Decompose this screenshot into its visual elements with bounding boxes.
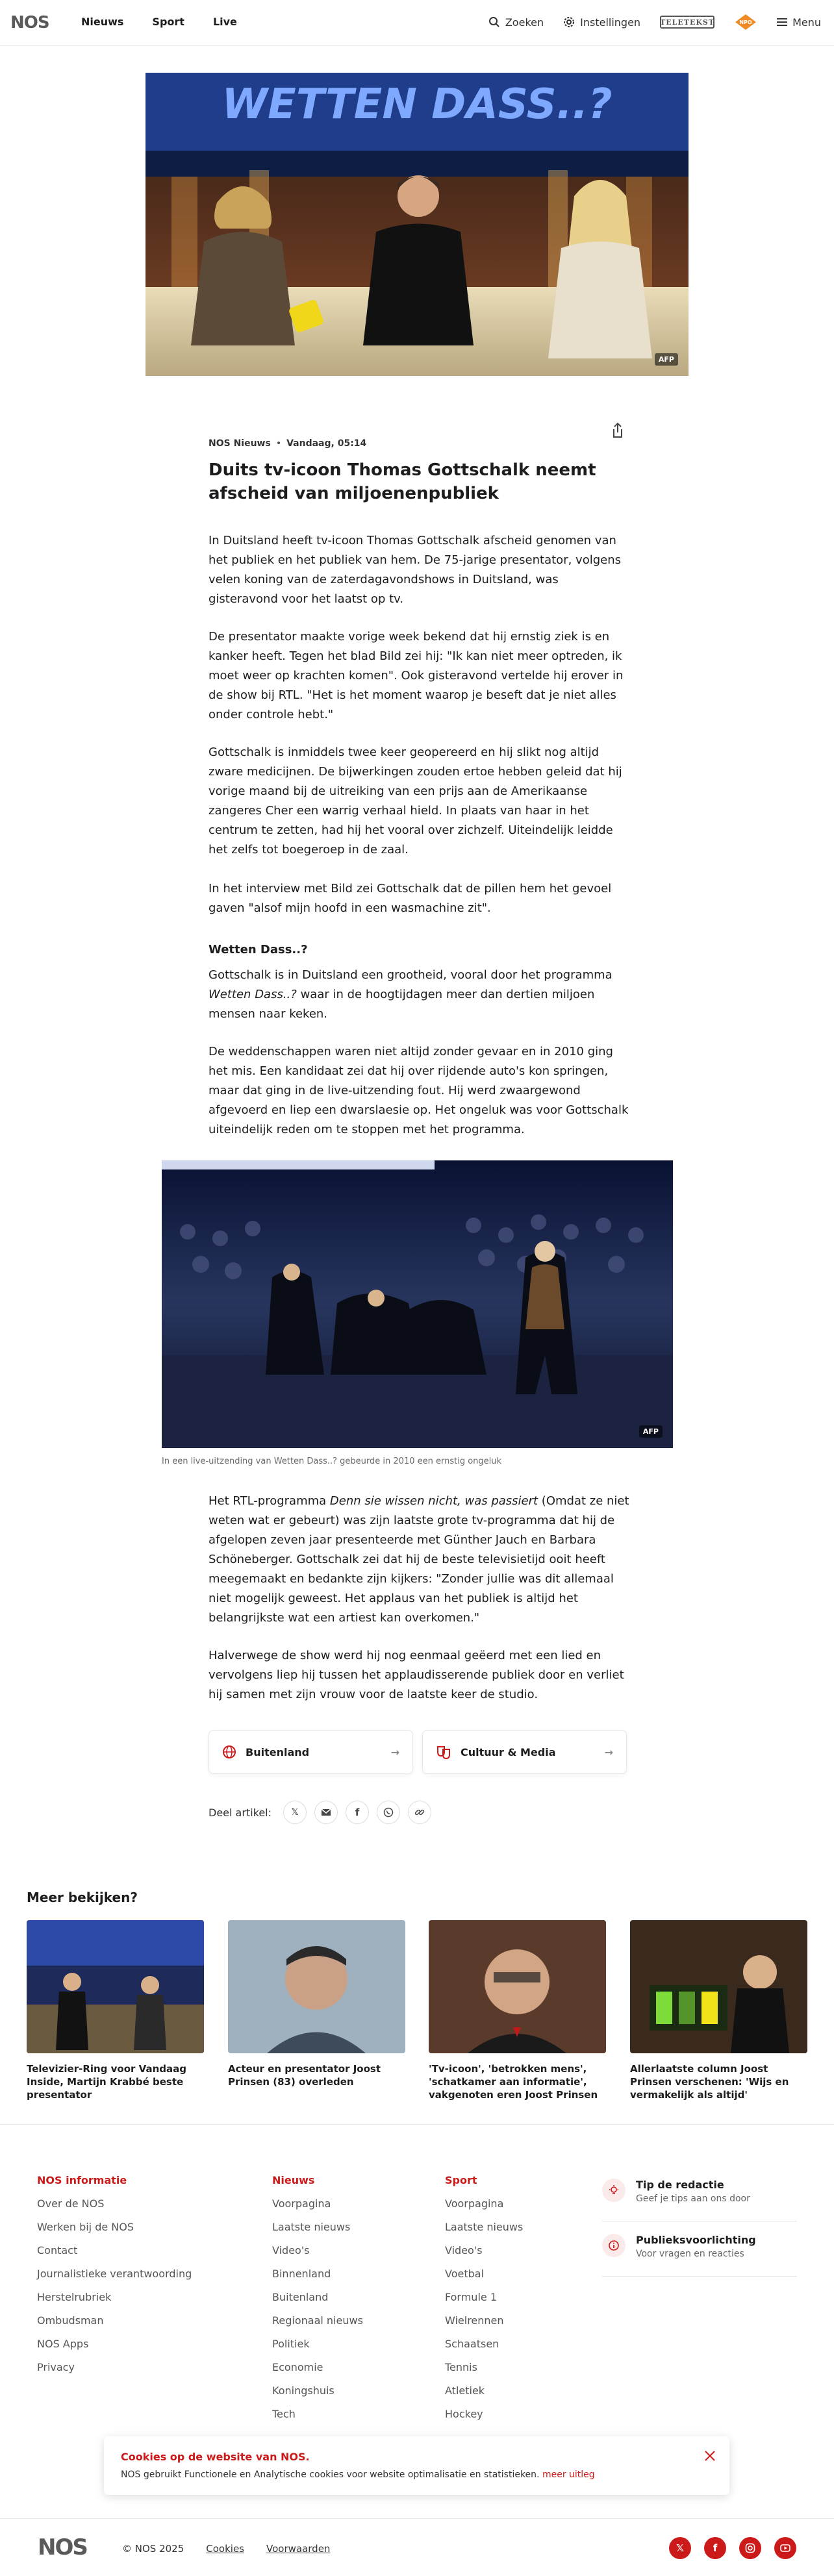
share-email-button[interactable] [314, 1801, 338, 1824]
share-icon [607, 419, 629, 442]
teletekst-link[interactable]: TELETEKST [660, 16, 714, 29]
lightbulb-icon [602, 2179, 626, 2202]
main-nav [81, 16, 237, 28]
hero-image [145, 73, 689, 376]
cookie-close-button[interactable] [702, 2448, 718, 2464]
search-icon [488, 16, 500, 28]
share-link-button[interactable] [408, 1801, 431, 1824]
related-thumb-1 [27, 1920, 204, 2053]
facebook-icon: f [713, 2542, 718, 2554]
search-button[interactable] [488, 16, 544, 29]
footer-link[interactable]: Voetbal [445, 2268, 485, 2280]
facebook-icon: f [355, 1807, 360, 1818]
youtube-icon [780, 2544, 790, 2553]
arrow-right-icon: → [390, 1745, 399, 1758]
nav-nieuws[interactable]: Nieuws [81, 16, 124, 28]
search-label: Zoeken [505, 16, 544, 29]
footer-link[interactable]: Formule 1 [445, 2291, 497, 2303]
share-x-button[interactable] [283, 1801, 307, 1824]
cookie-title: Cookies op de website van NOS. [121, 2451, 310, 2463]
cookie-text: NOS gebruikt Functionele en Analytische cookies voor website optimalisatie en statistieken. meer uitleg [121, 2470, 595, 2480]
related-photo-4 [630, 1920, 807, 2053]
footer-link[interactable]: Hockey [445, 2408, 483, 2420]
tip-redactie-link[interactable] [602, 2179, 797, 2204]
related-photo-3 [429, 1920, 606, 2053]
info-icon [602, 2234, 626, 2257]
related-thumb-3 [429, 1920, 606, 2053]
footer-col-nieuws [272, 2174, 363, 2420]
related-photo-2 [228, 1920, 405, 2053]
menu-button[interactable] [777, 16, 821, 29]
hamburger-icon [777, 18, 787, 27]
x-social-button[interactable] [669, 2537, 691, 2559]
footer-link[interactable]: NOS Apps [37, 2338, 89, 2350]
share-row [208, 1801, 431, 1824]
share-facebook-button[interactable] [346, 1801, 369, 1824]
hero-photo [145, 73, 689, 376]
youtube-social-button[interactable] [774, 2537, 796, 2559]
tip-redactie-title: Tip de redactie [636, 2179, 724, 2191]
instagram-icon [745, 2543, 755, 2553]
site-header [0, 0, 834, 46]
footer-col-sport [445, 2174, 523, 2420]
footer-link[interactable]: Atletiek [445, 2384, 485, 2397]
article-source: NOS Nieuws [208, 438, 271, 449]
wetten-dass-sign: WETTEN DASS..? [221, 81, 613, 129]
footer-link[interactable]: Journalistieke verantwoording [37, 2268, 192, 2280]
footer-link[interactable]: Regionaal nieuws [272, 2314, 363, 2327]
related-card-2[interactable] [228, 1920, 405, 2088]
share-label: Deel artikel: [208, 1806, 272, 1819]
tag-buitenland-label: Buitenland [246, 1745, 310, 1758]
footer-link[interactable]: Tennis [445, 2361, 477, 2373]
footer-link[interactable]: Contact [37, 2244, 78, 2257]
article-image-2 [162, 1160, 673, 1448]
article-paragraph-2: De presentator maakte vorige week bekend dat hij ernstig ziek is en kanker heeft. Tegen het blad Bild zei hij: "Ik kan niet meer optreden, ik moet weer op krachten komen". Ook gisteravond vertelde hij erover in de show bij RTL. "Het is het moment waarop je beseft dat je niet alles onder controle hebt." [208, 630, 624, 721]
footer-link[interactable]: Video's [272, 2244, 310, 2257]
npo-logo[interactable] [734, 13, 757, 31]
accident-photo [162, 1160, 673, 1448]
close-icon [702, 2448, 718, 2464]
npo-icon [735, 14, 757, 31]
social-links [669, 2537, 796, 2559]
article-paragraph-5: Gottschalk is in Duitsland een grootheid, vooral door het programma Wetten Dass..? waar in de hoogtijdagen meer dan dertien miljoen mensen naar keken. [208, 968, 613, 1021]
related-photo-1 [27, 1920, 204, 2053]
article-paragraph-8: Halverwege de show werd hij nog eenmaal geëerd met een lied en vervolgens liep hij tussen het applaudisserende publiek door en verliet hij samen met zijn vrouw voor de laatste keer de studio. [208, 1649, 624, 1701]
nav-live[interactable]: Live [212, 16, 237, 28]
footer-link[interactable]: Economie [272, 2361, 323, 2373]
footer-service-divider [602, 2276, 797, 2277]
footer-link[interactable]: Politiek [272, 2338, 310, 2350]
link-icon [414, 1807, 425, 1818]
footer-link[interactable]: Ombudsman [37, 2314, 104, 2327]
x-icon: 𝕏 [676, 2542, 685, 2554]
publieksvoorlichting-title: Publieksvoorlichting [636, 2234, 756, 2246]
article-paragraph-3: Gottschalk is inmiddels twee keer geopereerd en hij slikt nog altijd zware medicijnen. De bijwerkingen zouden ertoe hebben geleid dat hij vorige maand bij de uitreiking van een prijs aan de Amerikaanse zangeres Cher een warrig verhaal hield. In plaats van haar in het centrum te zetten, had hij het vooral over zichzelf. Uiteindelijk leidde het zelfs tot boegeroep in de zaal. [208, 745, 622, 857]
footer-link[interactable]: Laatste nieuws [272, 2221, 351, 2233]
footer-link[interactable]: Over de NOS [37, 2197, 105, 2210]
tag-cultuur-media-label: Cultuur & Media [461, 1745, 556, 1758]
footer-link[interactable]: Buitenland [272, 2291, 329, 2303]
article-paragraph-6: De weddenschappen waren niet altijd zonder gevaar en in 2010 ging het mis. Een kandidaat zei dat hij over rijdende auto's kon springen, maar dat ging in de live-uitzending fout. Hij werd zwaargewond afgevoerd en liep een dwarslaesie op. Het ongeluk was voor Gottschalk uiteindelijk reden om te stoppen met het programma. [208, 1045, 629, 1136]
footer-link[interactable]: Binnenland [272, 2268, 331, 2280]
instagram-social-button[interactable] [739, 2537, 761, 2559]
article-meta [208, 438, 366, 449]
publieksvoorlichting-sub: Voor vragen en reacties [636, 2249, 744, 2259]
tip-redactie-sub: Geef je tips aan ons door [636, 2194, 750, 2204]
footer-col-nieuws-heading: Nieuws [272, 2174, 315, 2186]
tag-cultuur-media[interactable] [422, 1730, 627, 1774]
cookie-more-link[interactable]: meer uitleg [542, 2470, 595, 2480]
article-paragraph-4: In het interview met Bild zei Gottschalk dat de pillen hem het gevoel gaven "alsof mijn hoofd in een wasmachine zit". [208, 882, 612, 915]
settings-label: Instellingen [580, 16, 641, 29]
copyright: © NOS 2025 [122, 2543, 184, 2555]
facebook-social-button[interactable] [704, 2537, 726, 2559]
related-thumb-4 [630, 1920, 807, 2053]
footer-link[interactable]: Tech [272, 2408, 296, 2420]
article-subheading: Wetten Dass..? [208, 943, 308, 957]
footer-col-info [37, 2174, 192, 2373]
related-card-4[interactable] [630, 1920, 807, 2101]
footer-link[interactable]: Herstelrubriek [37, 2291, 112, 2303]
related-card-1[interactable] [27, 1920, 204, 2101]
footer-link[interactable]: Wielrennen [445, 2314, 504, 2327]
mail-icon [321, 1808, 331, 1816]
nav-sport[interactable]: Sport [152, 16, 184, 28]
footer-link[interactable]: Koningshuis [272, 2384, 335, 2397]
header-actions [488, 13, 821, 31]
footer-col-info-heading: NOS informatie [37, 2174, 127, 2186]
share-whatsapp-button[interactable] [377, 1801, 400, 1824]
hero-agency-badge: AFP [655, 353, 678, 366]
meta-separator: • [275, 438, 282, 449]
related-title-2: Acteur en presentator Joost Prinsen (83) overleden [228, 2063, 381, 2088]
related-card-3[interactable] [429, 1920, 606, 2101]
voorwaarden-link[interactable]: Voorwaarden [266, 2543, 331, 2555]
cookies-link[interactable]: Cookies [206, 2543, 244, 2555]
publieksvoorlichting-link[interactable] [602, 2234, 797, 2259]
globe-icon [222, 1745, 236, 1759]
footer-link[interactable]: Schaatsen [445, 2338, 499, 2350]
more-section-title: Meer bekijken? [27, 1890, 138, 1905]
article-paragraph-1: In Duitsland heeft tv-icoon Thomas Gottschalk afscheid genomen van het publiek en het publiek van hem. De 75-jarige presentator, volgens velen koning van de zaterdagavondshows in Duitsland, was gisteravond voor het laatst op tv. [208, 534, 621, 606]
article-time: Vandaag, 05:14 [286, 438, 367, 449]
share-button[interactable] [607, 419, 629, 442]
related-title-4: Allerlaatste column Joost Prinsen verschenen: 'Wijs en vermakelijk als altijd' [630, 2063, 789, 2101]
menu-label: Menu [792, 16, 821, 29]
arrow-right-icon: → [604, 1745, 613, 1758]
footer-link[interactable]: Werken bij de NOS [37, 2221, 134, 2233]
svg-text:NPO: NPO [739, 19, 752, 25]
x-icon: 𝕏 [291, 1807, 299, 1818]
footer-link[interactable]: Voorpagina [445, 2197, 504, 2210]
image-2-caption: In een live-uitzending van Wetten Dass..? gebeurde in 2010 een ernstig ongeluk [162, 1457, 502, 1466]
bottom-links [122, 2543, 330, 2555]
nos-logo[interactable]: NOS [10, 13, 49, 32]
footer-col-sport-heading: Sport [445, 2174, 477, 2186]
image-2-agency-badge: AFP [639, 1425, 663, 1438]
footer-link[interactable]: Privacy [37, 2361, 75, 2373]
footer-link[interactable]: Video's [445, 2244, 483, 2257]
masks-icon [436, 1745, 451, 1759]
article-paragraph-7: Het RTL-programma Denn sie wissen nicht, was passiert (Omdat ze niet weten wat er gebeurt) was zijn laatste grote tv-programma dat hij de afgelopen zeven jaar presenteerde met Günther Jauch en Barbara Schöneberger. Gottschalk zei dat hij de beste televisietijd ooit heeft meegemaakt en bedankte zijn kijkers: "Zonder jullie was dit allemaal niet mogelijk geweest. Het applaus van het publiek is altijd het belangrijkste wat een artiest kan overkomen." [208, 1494, 629, 1625]
related-title-3: 'Tv-icoon', 'betrokken mens', 'schatkamer aan informatie', vakgenoten eren Joost Prinsen [429, 2063, 598, 2101]
bottom-bar [0, 2518, 834, 2576]
footer-link[interactable]: Laatste nieuws [445, 2221, 524, 2233]
whatsapp-icon [383, 1807, 394, 1818]
footer-link[interactable]: Voorpagina [272, 2197, 331, 2210]
nos-footer-logo[interactable]: NOS [38, 2534, 87, 2560]
settings-button[interactable] [563, 16, 640, 29]
article-title: Duits tv-icoon Thomas Gottschalk neemt afscheid van miljoenenpubliek [208, 460, 596, 503]
related-thumb-2 [228, 1920, 405, 2053]
footer-divider [0, 2124, 834, 2125]
cookie-banner [104, 2436, 729, 2495]
related-title-1: Televizier-Ring voor Vandaag Inside, Martijn Krabbé beste presentator [27, 2063, 186, 2101]
gear-icon [563, 16, 575, 28]
tag-buitenland[interactable] [208, 1730, 413, 1774]
